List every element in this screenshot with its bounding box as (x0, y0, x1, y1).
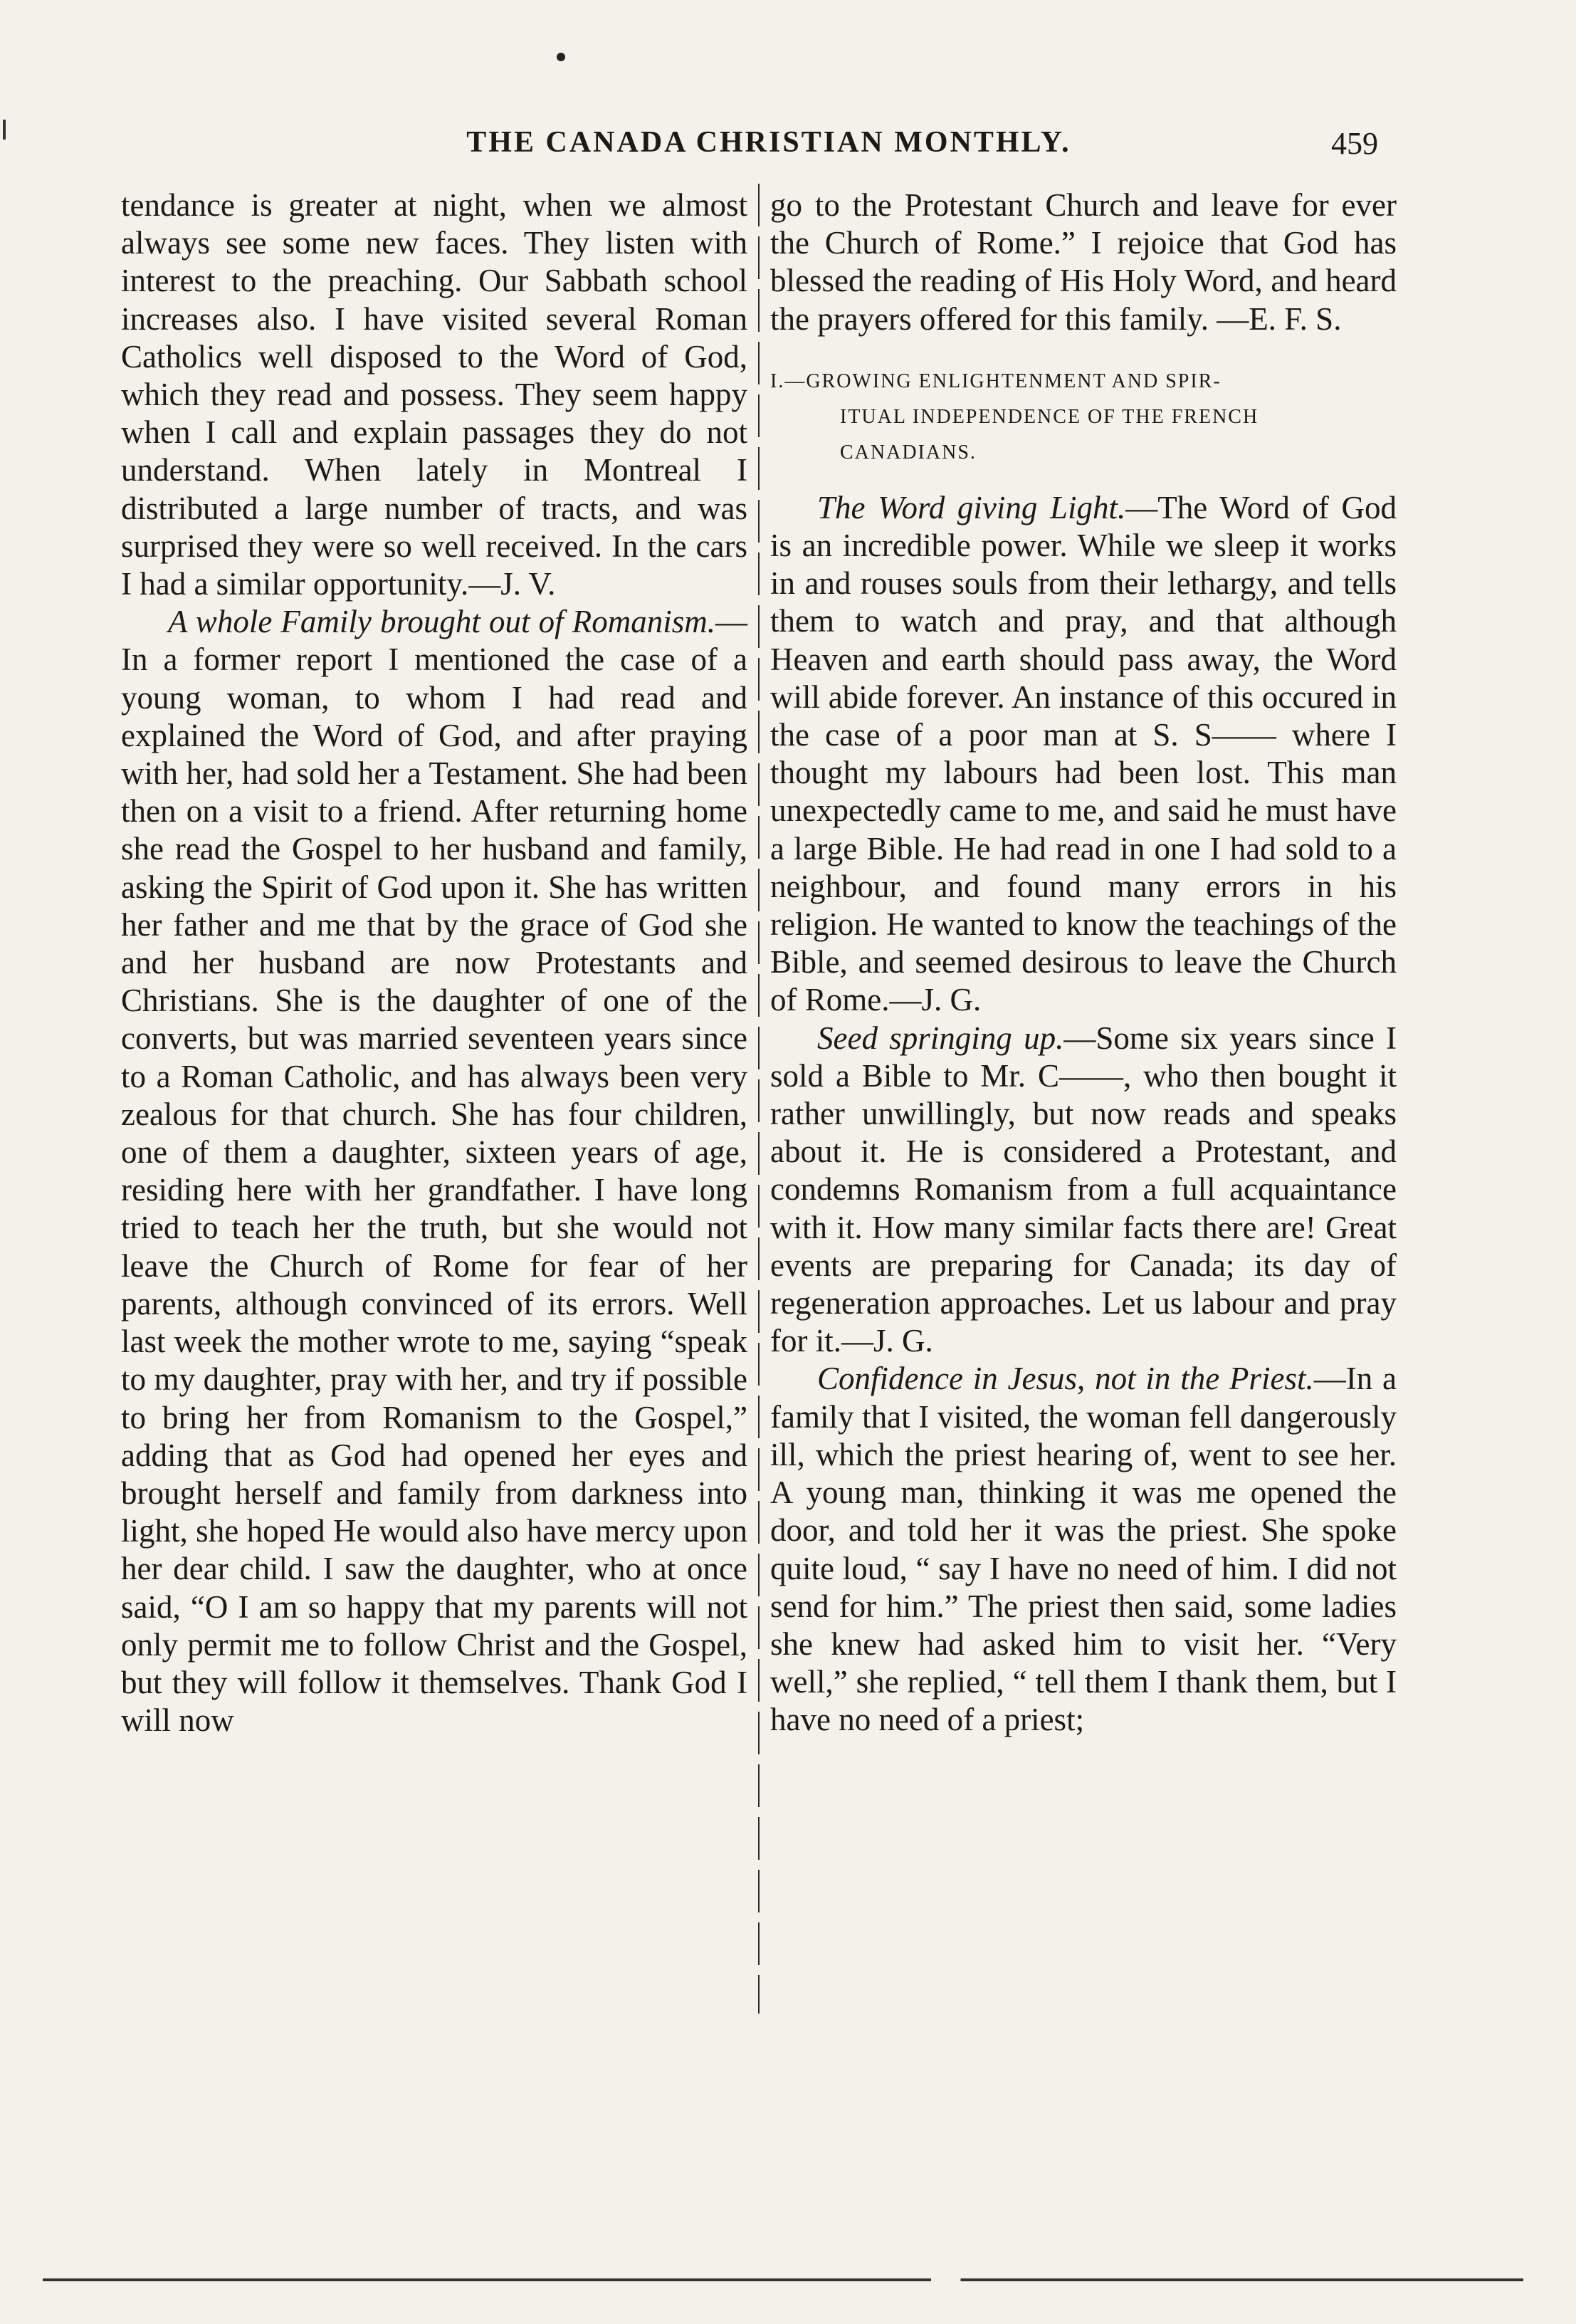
paragraph-title: A whole Family brought out of Romanism. (168, 604, 715, 640)
paragraph-body: —The Word of God is an incredible power. While we sleep it works in and rouses souls from their lethargy, and tells them to watch and pray, and that although Heaven and earth should pass away, the Word will abide forever. An instance of this occured in the case of a poor man at S. S—— where I thought my labours had been lost. This man unexpectedly came to me, and said he must have a large Bible. He had read in one I had sold to a neighbour, and found many errors in his religion. He wanted to know the teachings of the Bible, and seemed desirous to leave the Church of Rome.—J. G. (770, 489, 1397, 1018)
ink-dot (557, 53, 565, 61)
column-divider (758, 184, 760, 2014)
paragraph-body: —In a former report I mentioned the case of a young woman, to whom I had read and explained the Word of God, and after praying with her, had sold her a Testament. She had been then on a visit to a friend. After returning home she read the Gospel to her husband and family, asking the Spirit of God upon it. She has written her father and me that by the grace of God she and her husband are now Protestants and Christians. She is the daughter of one of the converts, but was married seventeen years since to a Roman Catholic, and has always been very zealous for that church. She has four children, one of them a daughter, sixteen years of age, residing here with her grandfather. I have long tried to teach her the truth, but she would not leave the Church of Rome for fear of her parents, although convinced of its errors. Well last week the mother wrote to me, saying “speak to my daughter, pray with her, and try if possible to bring her from Romanism to the Gospel,” adding that as God had opened her eyes and brought herself and family from darkness into light, she hoped He would also have mercy upon her dear child. I saw the daughter, who at once said, “O I am so happy that my parents will not only permit me to follow Christ and the Gospel, but they will follow it themselves. Thank God I will now (121, 604, 747, 1739)
right-column (770, 187, 1397, 1739)
section-heading (770, 364, 1397, 471)
paragraph-body: —In a family that I visited, the woman fell dangerously ill, which the priest hearing of, went to see her. A young man, thinking it was me opened the door, and told her it was the priest. She spoke quite loud, “ say I have no need of him. I did not send for him.” The priest then said, some ladies she knew had asked him to visit her. “Very well,” she replied, “ tell them I thank them, but I have no need of a priest; (770, 1361, 1397, 1738)
paragraph-continued: go to the Protestant Church and leave for ever the Church of Rome.” I rejoice that God has blessed the reading of His Holy Word, and heard the prayers offered for this family. —E. F. S. (770, 187, 1397, 337)
paragraph-continued: tendance is greater at night, when we almost always see some new faces. They listen with interest to the preaching. Our Sabbath school increases also. I have visited several Roman Catholics well disposed to the Word of God, which they read and possess. They seem happy when I call and explain passages they do not understand. When lately in Montreal I distributed a large number of tracts, and was surprised they were so well received. In the cars I had a similar opportunity.—J. V. (121, 187, 747, 602)
running-header-title: THE CANADA CHRISTIAN MONTHLY. (466, 126, 1071, 159)
bottom-rule (43, 2278, 1523, 2281)
paragraph-title: Confidence in Jesus, not in the Priest. (817, 1361, 1314, 1397)
section-heading-line: I.—GROWING ENLIGHTENMENT AND SPIR- (770, 370, 1222, 392)
paragraph-word-giving-light (770, 489, 1397, 1020)
paragraph-title: Seed springing up. (817, 1020, 1064, 1056)
paragraph-body: —Some six years since I sold a Bible to Mr. C——, who then bought it rather unwillingly, but now reads and speaks about it. He is considered a Protestant, and condemns Romanism from a full acquaintance with it. How many similar facts there are! Great events are preparing for Canada; its day of regeneration approaches. Let us labour and pray for it.—J. G. (770, 1020, 1397, 1359)
page-number: 459 (1331, 126, 1378, 161)
paragraph-confidence-in-jesus (770, 1360, 1397, 1739)
paragraph-seed-springing-up (770, 1020, 1397, 1361)
paragraph-whole-family (121, 603, 747, 1739)
left-column (121, 187, 747, 1739)
paragraph-title: The Word giving Light. (817, 489, 1126, 525)
section-heading-line: CANADIANS. (840, 441, 977, 464)
margin-mark (3, 120, 6, 140)
section-heading-line: ITUAL INDEPENDENCE OF THE FRENCH (840, 405, 1259, 428)
